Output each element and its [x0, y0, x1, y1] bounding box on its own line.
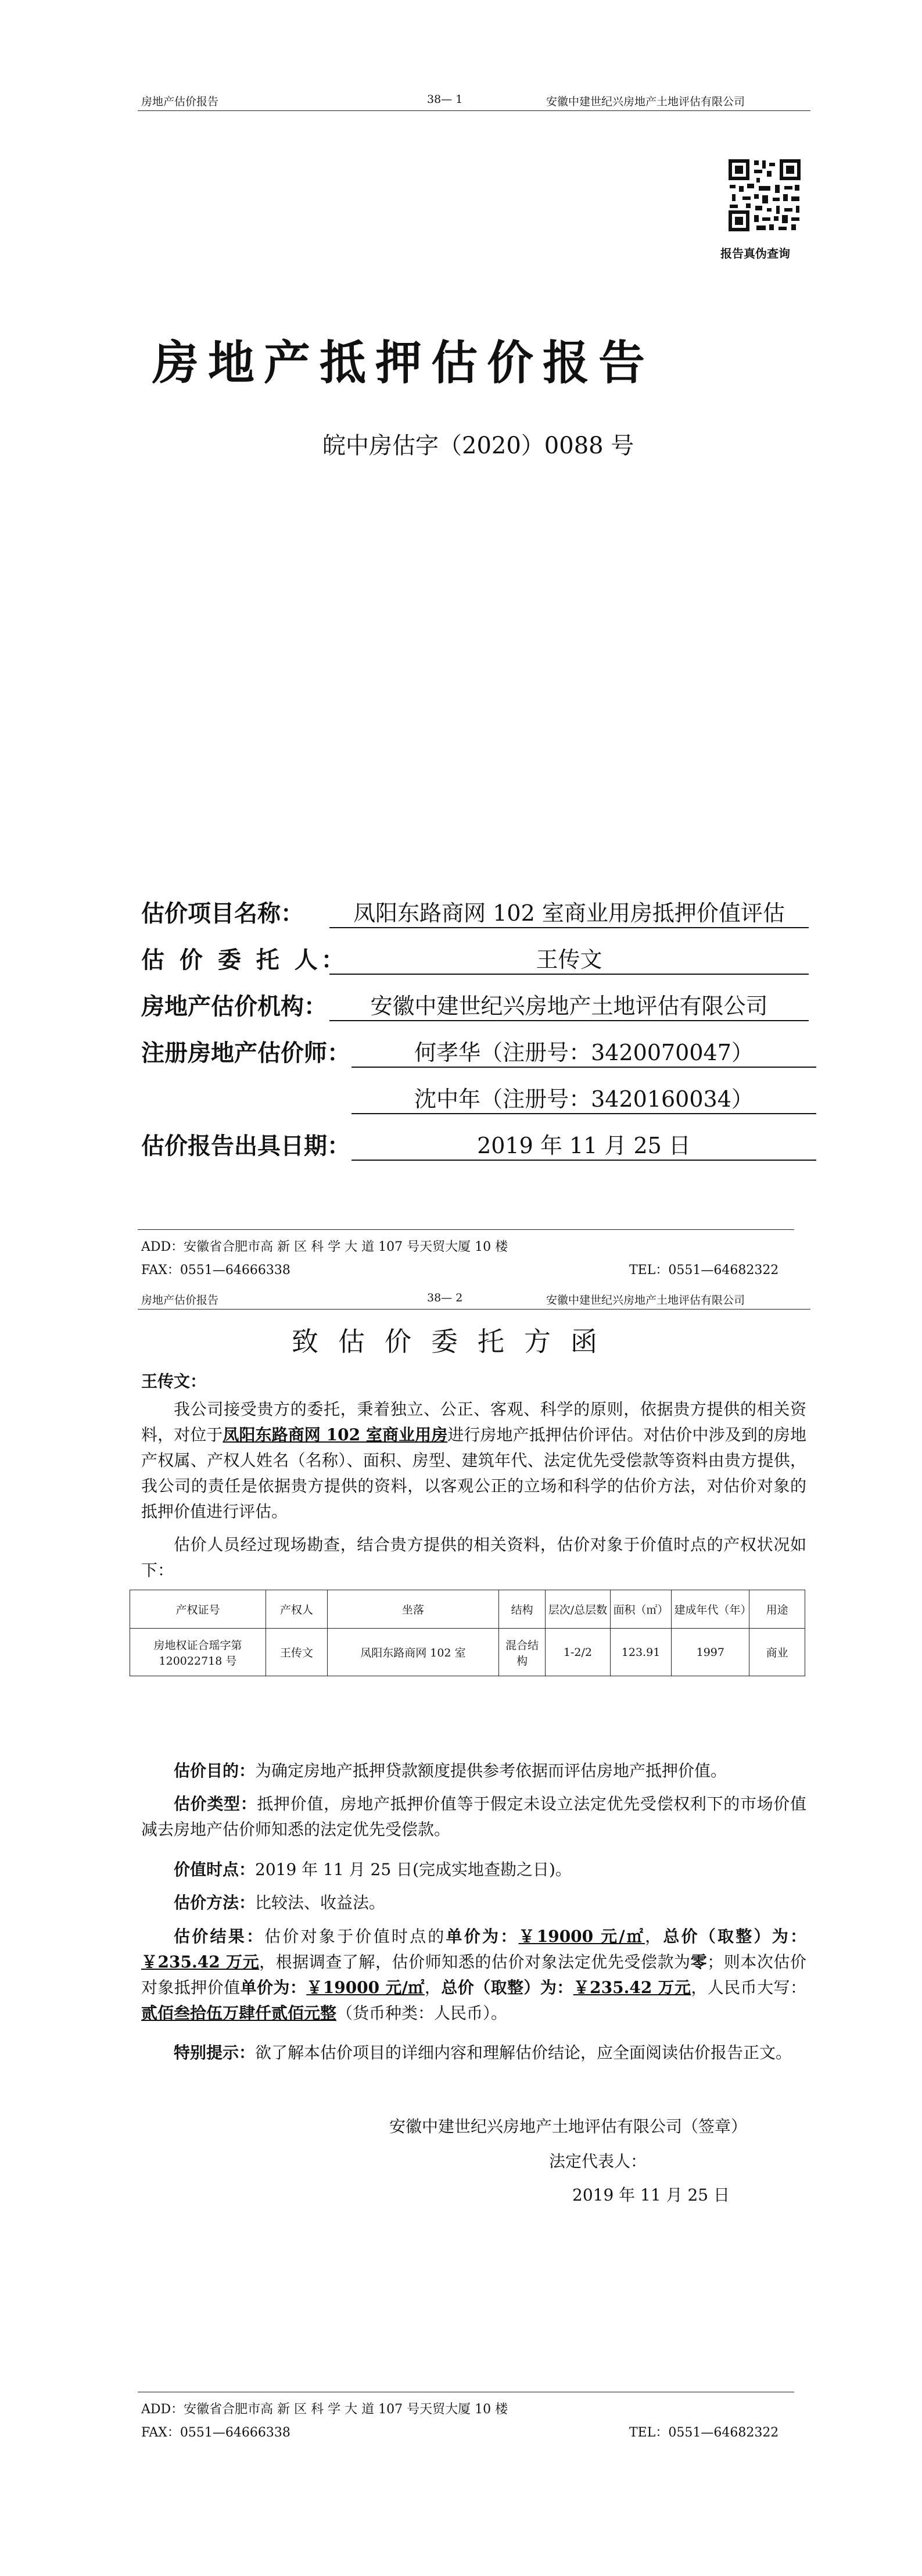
page1-header-right: 安徽中建世纪兴房地产土地评估有限公司 — [546, 95, 745, 108]
page1-header-left: 房地产估价报告 — [141, 95, 219, 108]
page2-footer-address: ADD：安徽省合肥市高 新 区 科 学 大 道 107 号天贸大厦 10 楼 — [141, 2402, 508, 2417]
table-cell: 房地权证合瑶字第 120022718 号 — [130, 1629, 266, 1676]
agency-value: 安徽中建世纪兴房地产土地评估有限公司 — [329, 988, 809, 1021]
note-paragraph — [141, 2040, 806, 2066]
table-row — [130, 1629, 805, 1676]
issue-date-value: 2019 年 11 月 25 日 — [351, 1128, 816, 1161]
table-cell: 1-2/2 — [546, 1629, 610, 1676]
note-text: 欲了解本估价项目的详细内容和理解估价结论，应全面阅读估价报告正文。 — [255, 2043, 792, 2062]
table-header: 结构 — [499, 1590, 546, 1629]
time-text: 2019 年 11 月 25 日(完成实地查勘之日)。 — [255, 1860, 572, 1879]
letter-heading: 致估价委托方函 — [292, 1326, 617, 1357]
intro-text-a: 我公司接受贵方的委托，秉着独立、公正、客观、科学的原则，依据贵方提供的相关资料，对位于 — [141, 1400, 806, 1444]
table-header-row — [130, 1590, 805, 1629]
total-price-label: 总价（取整）为： — [663, 1927, 806, 1946]
table-header: 坐落 — [327, 1590, 498, 1629]
intro-paragraph — [141, 1397, 806, 1525]
type-paragraph — [141, 1791, 806, 1842]
report-title: 房地产抵押估价报告 — [152, 335, 654, 390]
table-cell: 王传文 — [266, 1629, 327, 1676]
purpose-label: 估价目的： — [174, 1761, 256, 1780]
client-value: 王传文 — [329, 942, 809, 975]
page2-header-rule — [138, 1309, 810, 1310]
page1-footer-rule — [138, 1229, 794, 1230]
result-text-2: ，根据调查了解，估价师知悉的估价对象法定优先受偿款为 — [259, 1952, 691, 1972]
purpose-text: 为确定房地产抵押贷款额度提供参考依据而评估房地产抵押价值。 — [255, 1761, 727, 1780]
table-header: 面积（㎡） — [610, 1590, 672, 1629]
table-header: 层次/总层数 — [546, 1590, 610, 1629]
table-cell: 商业 — [749, 1629, 805, 1676]
table-header: 产权证号 — [130, 1590, 266, 1629]
page1-footer-address: ADD：安徽省合肥市高 新 区 科 学 大 道 107 号天贸大厦 10 楼 — [141, 1240, 508, 1254]
project-name-label: 估价项目名称： — [141, 900, 304, 927]
total-price-2: ￥235.42 万元 — [573, 1978, 691, 1997]
property-address: 凤阳东路商网 102 室商业用房 — [223, 1425, 448, 1444]
signature-date: 2019 年 11 月 25 日 — [572, 2185, 730, 2205]
qr-code-icon — [726, 157, 803, 234]
page2-footer-tel: TEL：0551—64682322 — [629, 2425, 779, 2440]
table-header: 建成年代（年） — [672, 1590, 749, 1629]
unit-price-2: ￥19000 元/㎡ — [306, 1978, 425, 1997]
page2-header-page-number: 38— 2 — [427, 1291, 463, 1304]
table-cell: 1997 — [672, 1629, 749, 1676]
table-header: 用途 — [749, 1590, 805, 1629]
rmb-label: 人民币大写： — [707, 1978, 806, 1997]
currency-note: （货币种类：人民币）。 — [336, 2003, 508, 2023]
method-text: 比较法、收益法。 — [255, 1893, 386, 1912]
result-text-3: ；则本次估价对象抵押价值 — [141, 1952, 806, 1997]
method-label: 估价方法： — [174, 1893, 256, 1912]
page1-footer-tel: TEL：0551—64682322 — [629, 1263, 779, 1278]
time-paragraph — [141, 1857, 806, 1883]
client-label: 估 价 委 托 人： — [141, 946, 348, 974]
report-number: 皖中房估字（2020）0088 号 — [322, 432, 634, 459]
unit-price: ￥19000 元/㎡ — [518, 1927, 645, 1946]
table-cell: 凤阳东路商网 102 室 — [327, 1629, 498, 1676]
unit-price-label-2: 单价为： — [240, 1978, 307, 1997]
result-paragraph: 估价结果：估价对象于价值时点的单价为：￥19000 元/㎡，总价（取整）为：￥235.42 万元，根据调查了解，估价师知悉的估价对象法定优先受偿款为零；则本次估价对象抵押价值单价为：￥19000 元/㎡，总价（取整）为：￥235.42 万元，人民币大写：贰佰叁拾伍万肆仟贰佰元整（货币种类：人民币）。 — [141, 1927, 806, 2023]
table-cell: 混合结构 — [499, 1629, 546, 1676]
priority-amount: 零 — [690, 1952, 708, 1972]
qr-caption: 报告真伪查询 — [720, 246, 790, 260]
method-paragraph — [141, 1890, 806, 1916]
appraiser-1: 何孝华（注册号：3420070047） — [351, 1035, 816, 1068]
intro-text-b: 进行房地产抵押估价评估。对估价中涉及到的房地产权属、产权人姓名（名称）、面积、房型、建筑年代、法定优先受偿款等资料由贵方提供，我公司的责任是依据贵方提供的资料，以客观公正的立场和科学的估价方法，对估价对象的抵押价值进行评估。 — [141, 1425, 806, 1521]
table-header: 产权人 — [266, 1590, 327, 1629]
issue-date-label: 估价报告出具日期： — [141, 1132, 350, 1160]
purpose-paragraph — [141, 1758, 806, 1784]
status-paragraph: 估价人员经过现场勘查，结合贵方提供的相关资料，估价对象于价值时点的产权状况如下： — [141, 1535, 806, 1580]
signature-representative: 法定代表人： — [549, 2152, 647, 2171]
type-label: 估价类型： — [174, 1794, 257, 1813]
unit-price-label: 单价为： — [446, 1927, 519, 1946]
page1-footer-fax: FAX：0551—64666338 — [141, 1263, 290, 1278]
page2-footer-fax: FAX：0551—64666338 — [141, 2425, 290, 2440]
result-text: 估价对象于价值时点的 — [264, 1927, 446, 1946]
note-label: 特别提示： — [174, 2043, 256, 2062]
appraiser-2: 沈中年（注册号：3420160034） — [351, 1081, 816, 1114]
property-info-table — [130, 1590, 805, 1676]
page1-header-page-number: 38— 1 — [427, 93, 463, 106]
appraiser-label: 注册房地产估价师： — [141, 1039, 350, 1067]
project-name-value: 凤阳东路商网 102 室商业用房抵押价值评估 — [329, 895, 809, 928]
table-cell: 123.91 — [610, 1629, 672, 1676]
signature-company: 安徽中建世纪兴房地产土地评估有限公司（签章） — [389, 2117, 748, 2136]
rmb-amount: 贰佰叁拾伍万肆仟贰佰元整 — [141, 2003, 337, 2023]
page1-header-rule — [138, 110, 810, 111]
total-price: ￥235.42 万元 — [141, 1952, 260, 1972]
salutation: 王传文： — [141, 1372, 207, 1391]
time-label: 价值时点： — [174, 1860, 256, 1879]
agency-label: 房地产估价机构： — [141, 993, 327, 1020]
page2-header-right: 安徽中建世纪兴房地产土地评估有限公司 — [546, 1294, 745, 1307]
type-text: 抵押价值，房地产抵押价值等于假定未设立法定优先受偿权利下的市场价值减去房地产估价师知悉的法定优先受偿款。 — [141, 1794, 806, 1839]
result-label: 估价结果： — [174, 1927, 265, 1946]
total-price-label-2: 总价（取整）为： — [441, 1978, 573, 1997]
page2-header-left: 房地产估价报告 — [141, 1294, 219, 1307]
